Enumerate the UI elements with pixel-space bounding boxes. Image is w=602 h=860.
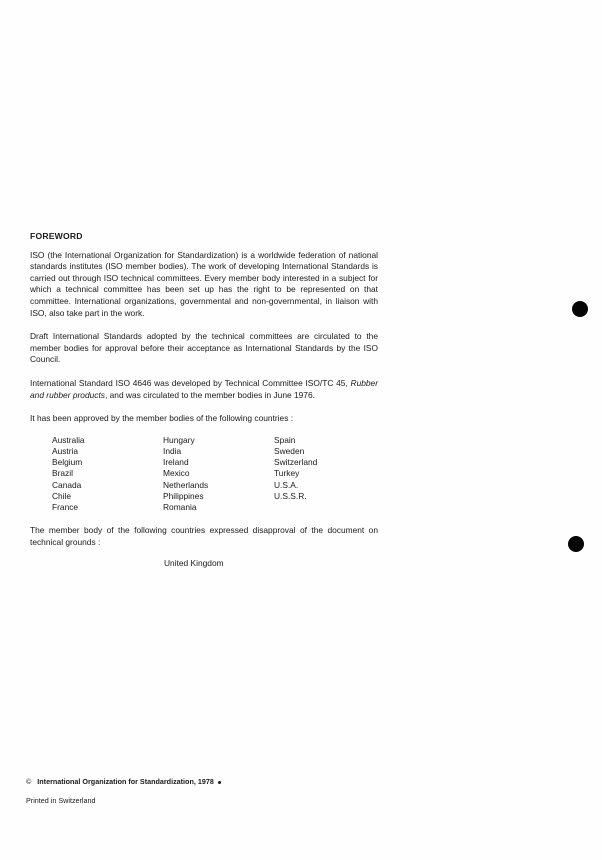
country-item: Canada (52, 479, 82, 490)
country-item: Australia (52, 434, 85, 445)
country-item: India (163, 445, 182, 456)
country-item: Hungary (163, 434, 195, 445)
country-item: Austria (52, 445, 79, 456)
copyright-text: International Organization for Standardization, 1978 (37, 777, 214, 786)
bullet-icon (218, 781, 221, 784)
approving-countries-list (52, 435, 378, 513)
disapproval-intro: The member body of the following countries expressed disapproval of the document on technical grounds : (30, 525, 378, 547)
country-item: U.S.S.R. (274, 490, 307, 501)
country-item: France (52, 501, 79, 512)
page-footer (26, 777, 221, 806)
punch-hole-icon (572, 301, 588, 317)
printed-in: Printed in Switzerland (26, 796, 96, 805)
foreword-section (30, 231, 378, 570)
country-item: Brazil (52, 468, 73, 479)
country-item: Turkey (274, 468, 300, 479)
country-item: U.S.A. (274, 479, 299, 490)
countries-column-3 (274, 435, 385, 513)
copyright-line (26, 777, 221, 787)
foreword-paragraph-iso: ISO (the International Organization for Standardization) is a worldwide federation of national standards institutes (ISO member bodies). The work of developing International Standards is carried out through ISO technical committees. Every member body interested in a subject for which a technical committee has been set up has the right to be represented on that committee. International organizations, governmental and non-governmental, in liaison with ISO, also take part in the work. (30, 249, 378, 318)
committee-title: Rubber and rubber products (30, 377, 378, 400)
country-item: Chile (52, 490, 72, 501)
development-text-after: , and was circulated to the member bodies in June 1976. (104, 389, 315, 400)
foreword-paragraph-development (30, 378, 378, 401)
country-item: Switzerland (274, 457, 318, 468)
disapproving-country: United Kingdom (164, 558, 224, 569)
copyright-icon: © (26, 777, 32, 786)
country-item: Romania (163, 501, 197, 512)
country-item: Spain (274, 434, 296, 445)
countries-column-1 (52, 435, 163, 513)
punch-hole-icon (568, 536, 584, 552)
countries-column-2 (163, 435, 274, 513)
foreword-paragraph-drafts: Draft International Standards adopted by the technical committees are circulated to the member bodies for approval before their acceptance as International Standards by the ISO Council. (30, 331, 378, 365)
country-item: Sweden (274, 445, 305, 456)
country-item: Philippines (163, 490, 204, 501)
country-item: Mexico (163, 468, 190, 479)
country-item: Ireland (163, 457, 189, 468)
approval-intro: It has been approved by the member bodies of the following countries : (30, 413, 294, 424)
country-item: Belgium (52, 457, 83, 468)
development-text-before: International Standard ISO 4646 was developed by Technical Committee ISO/TC 45, (30, 377, 351, 388)
foreword-heading: FOREWORD (30, 231, 83, 241)
country-item: Netherlands (163, 479, 209, 490)
